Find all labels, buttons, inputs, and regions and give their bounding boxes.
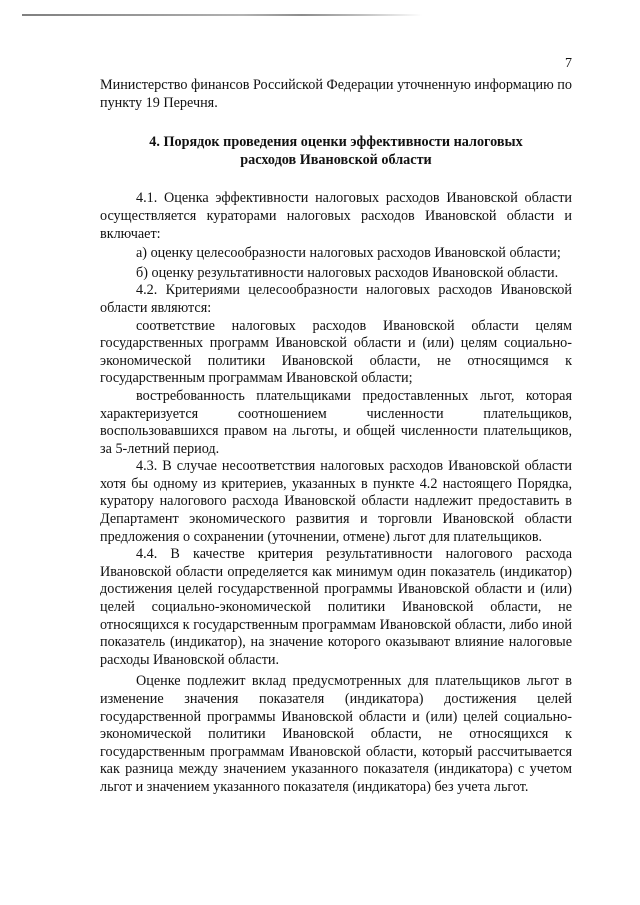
- paragraph-4-2-criterion-1: соответствие налоговых расходов Ивановской области целям государственных программ Ивановской области и (или) целям социально-экономической политики Ивановской области, не относящимся к государственным программам Ивановской области;: [100, 317, 572, 387]
- paragraph-4-4-contribution: Оценке подлежит вклад предусмотренных для плательщиков льгот в изменение значения показателя (индикатора) достижения целей государственной программы Ивановской области и (или) целей социально-экономической политики Ивановской области, не относящихся к государственным программам Ивановской области, который рассчитывается как разница между значением указанного показателя (индикатора) с учетом льгот и значением указанного показателя (индикатора) без учета льгот.: [100, 673, 572, 795]
- section-title: [100, 134, 572, 169]
- page-number: 7: [565, 56, 572, 71]
- section-title-line-1: 4. Порядок проведения оценки эффективности налоговых: [149, 134, 523, 151]
- paragraph-4-1-b: б) оценку результативности налоговых расходов Ивановской области.: [136, 264, 559, 281]
- paragraph-4-2-criterion-2: востребованность плательщиками предоставленных льгот, которая характеризуется соотношением численности плательщиков, воспользовавшихся правом на льготы, и общей численности плательщиков, за 5-летний период.: [100, 387, 572, 457]
- paragraph-4-1-a: а) оценку целесообразности налоговых расходов Ивановской области;: [136, 245, 561, 262]
- paragraph-4-3: 4.3. В случае несоответствия налоговых расходов Ивановской области хотя бы одному из критериев, указанных в пункте 4.2 настоящего Порядка, куратору налогового расхода Ивановской области надлежит предоставить в Департамент экономического развития и торговли Ивановской области предложения о сохранении (уточнении, отмене) льгот для плательщиков.: [100, 458, 572, 545]
- intro-paragraph: Министерство финансов Российской Федерации уточненную информацию по пункту 19 Перечня.: [100, 77, 572, 111]
- section-title-line-2: расходов Ивановской области: [240, 151, 432, 168]
- paragraph-4-1: 4.1. Оценка эффективности налоговых расходов Ивановской области осуществляется кураторами налоговых расходов Ивановской области и включает:: [100, 190, 572, 242]
- paragraph-4-2: 4.2. Критериями целесообразности налоговых расходов Ивановской области являются:: [100, 282, 572, 316]
- document-body: [100, 77, 572, 797]
- scan-artifact-line: [22, 14, 422, 16]
- paragraph-4-4: 4.4. В качестве критерия результативности налогового расхода Ивановской области определяется как минимум один показатель (индикатор) достижения целей государственной программы Ивановской области и (или) целей социально-экономической политики Ивановской области, не относящихся к государственным программам Ивановской области, либо иной показатель (индикатор), на значение которого оказывают влияние налоговые расходы Ивановской области.: [100, 546, 572, 668]
